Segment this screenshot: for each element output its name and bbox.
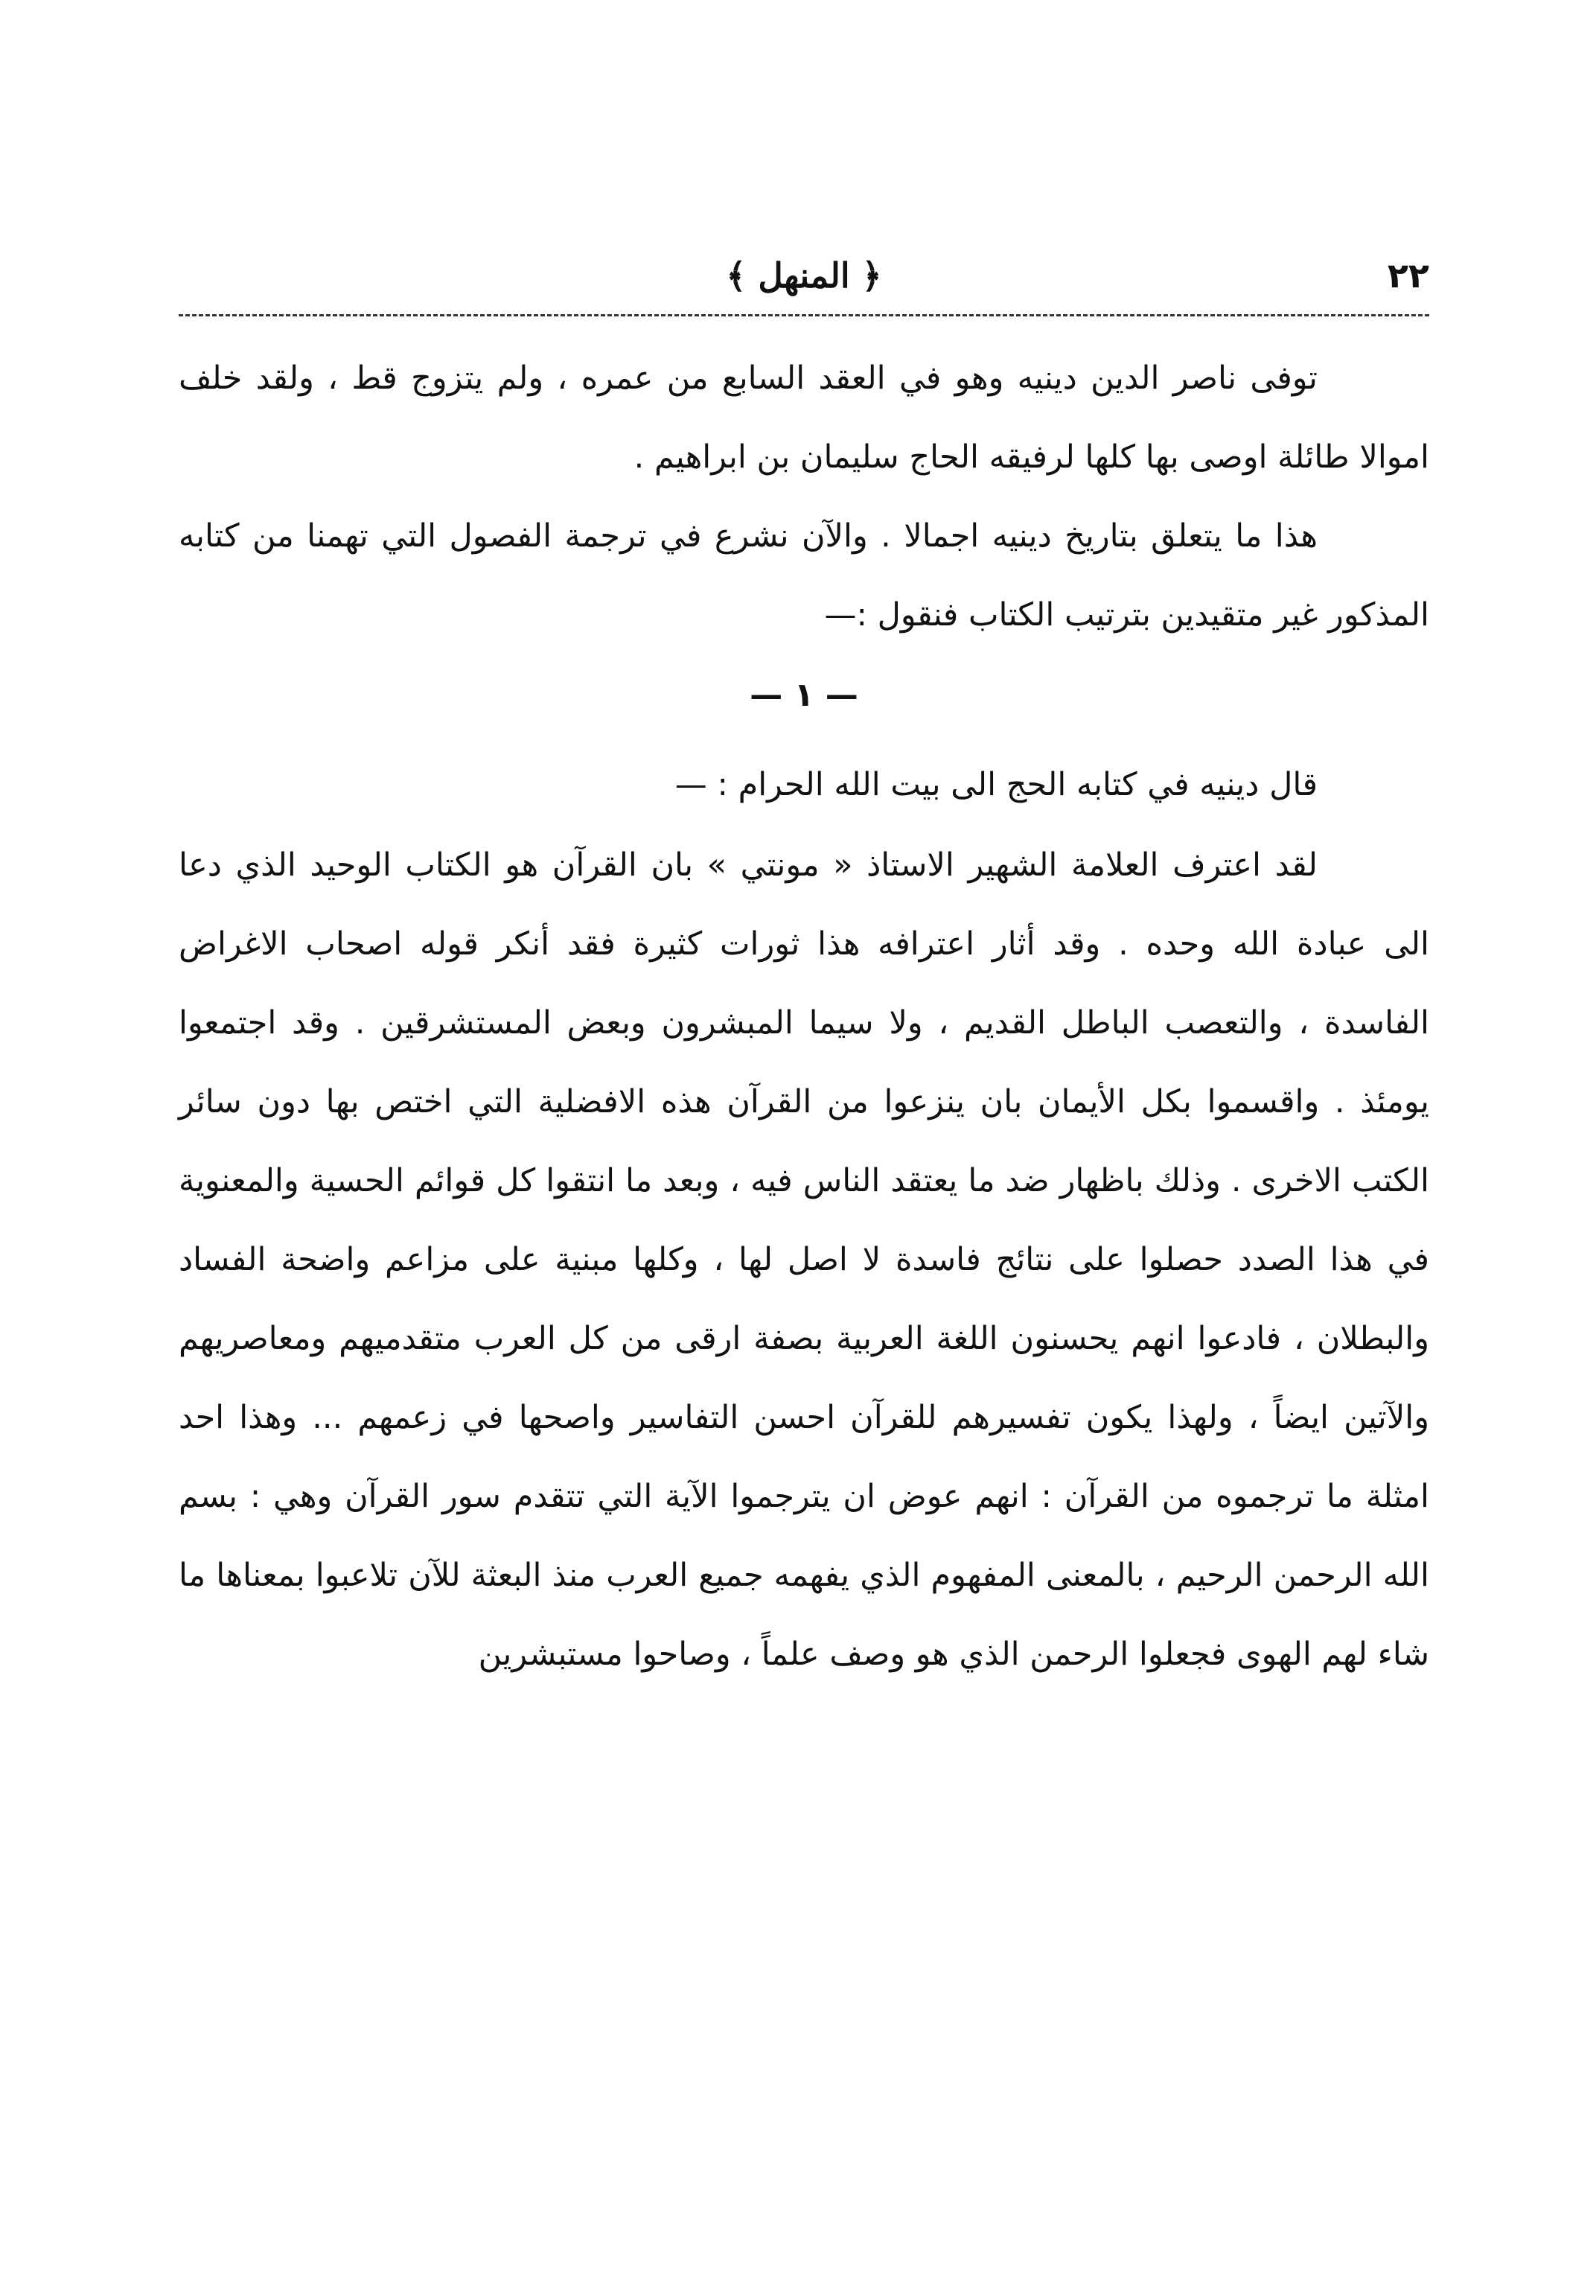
paragraph-2: هذا ما يتعلق بتاريخ دينيه اجمالا . والآن نشرع في ترجمة الفصول التي تهمنا من كتابه المذكور غير متقيدين بترتيب الكتاب فنقول :— xyxy=(179,517,1429,634)
header-divider xyxy=(179,314,1429,316)
section-number: — ١ — xyxy=(750,676,858,714)
running-title: ﴿ المنهل ﴾ xyxy=(726,255,882,296)
paragraph-1: توفى ناصر الدين دينيه وهو في العقد السابع من عمره ، ولم يتزوج قط ، ولقد خلف اموالا طائلة اوصى بها كلها لرفيقه الحاج سليمان بن ابراهيم . xyxy=(179,360,1429,476)
paragraph-3: لقد اعترف العلامة الشهير الاستاذ « مونتي » بان القرآن هو الكتاب الوحيد الذي دعا الى عبادة الله وحده . وقد أثار اعترافه هذا ثورات كثيرة فقد أنكر قوله اصحاب الاغراض الفاسدة ، والتعصب الباطل القديم ، ولا سيما المبشرون وبعض المستشرقين . وقد اجتمعوا يومئذ . واقسموا بكل الأيمان بان ينزعوا من القرآن هذه الافضلية التي اختص بها دون سائر الكتب الاخرى . وذلك باظهار ضد ما يعتقد الناس فيه ، وبعد ما انتقوا كل قوائم الحسية والمعنوية في هذا الصدد حصلوا على نتائج فاسدة لا اصل لها ، وكلها مبنية على مزاعم واضحة الفساد والبطلان ، فادعوا انهم يحسنون اللغة العربية بصفة ارقى من كل العرب متقدميهم ومعاصريهم والآتين ايضاً ، ولهذا يكون تفسيرهم للقرآن احسن التفاسير واصحها في زعمهم ... وهذا احد امثلة ما ترجموه من القرآن : انهم عوض ان يترجموا الآية التي تتقدم سور القرآن وهي : بسم الله الرحمن الرحيم ، بالمعنى المفهوم الذي يفهمه جميع العرب منذ البعثة للآن تلاعبوا بمعناها ما شاء لهم الهوى فجعلوا الرحمن الذي هو وصف علماً ، وصاحوا مستبشرين xyxy=(179,846,1429,1673)
section-title: قال دينيه في كتابه الحج الى بيت الله الحرام : — xyxy=(674,766,1318,803)
body-text xyxy=(179,339,1429,1694)
page-header xyxy=(179,246,1429,313)
page-number: ٢٢ xyxy=(1387,255,1429,296)
